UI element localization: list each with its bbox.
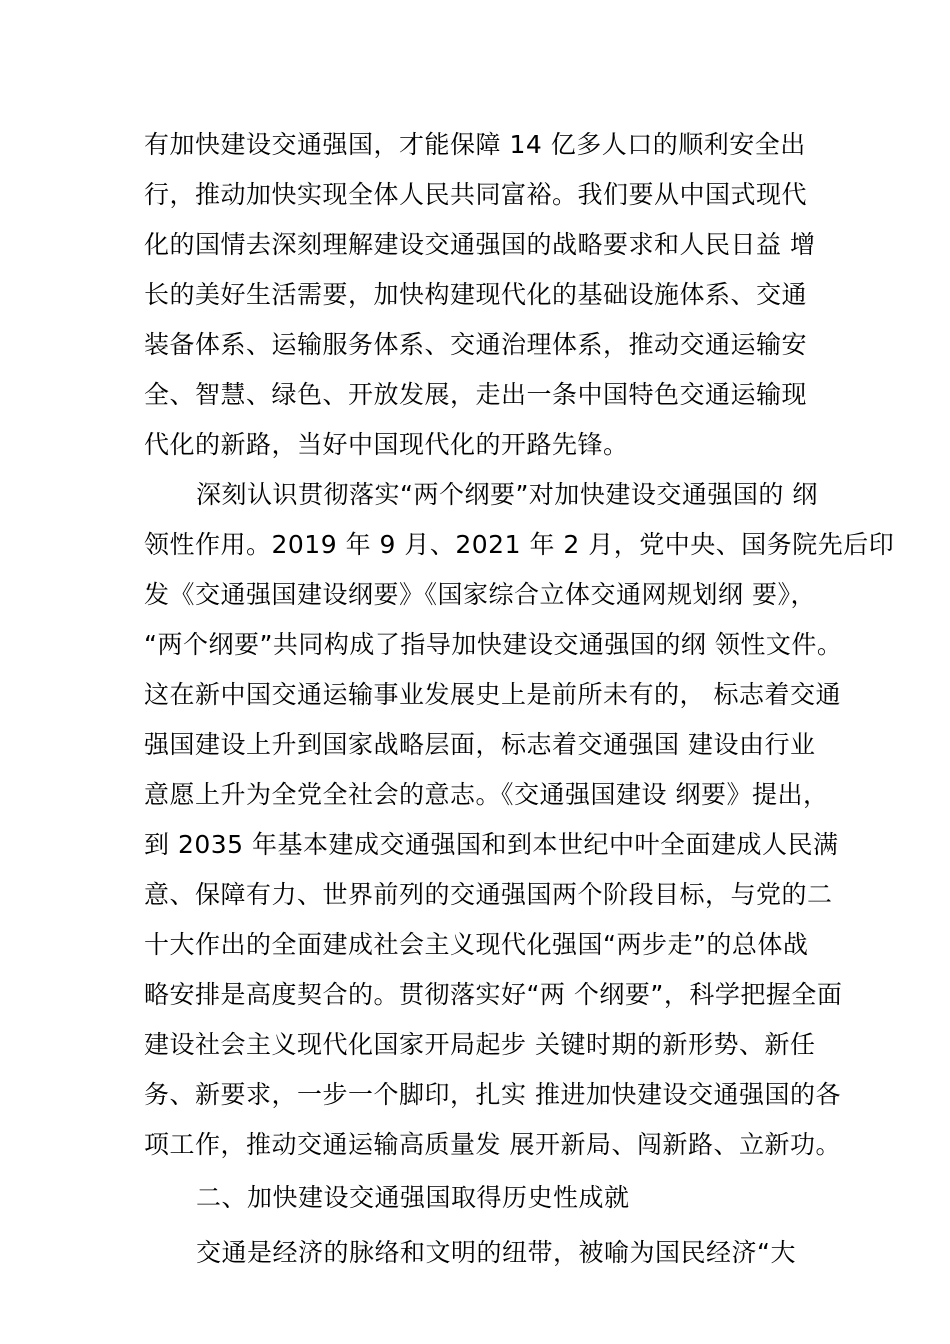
- text-line: 装备体系、运输服务体系、交通治理体系，推动交通运输安: [144, 330, 808, 359]
- text-line: 深刻认识贯彻落实“两个纲要”对加快建设交通强国的 纲: [196, 480, 818, 509]
- text-line: 代化的新路，当好中国现代化的开路先锋。: [144, 430, 629, 459]
- text-line: 务、新要求，一步一个脚印，扎实 推进加快建设交通强国的各: [144, 1080, 841, 1109]
- text-line: 领性作用。2019 年 9 月、2021 年 2 月，党中央、国务院先后印: [144, 530, 895, 559]
- text-line: 化的国情去深刻理解建设交通强国的战略要求和人民日益 增: [144, 230, 816, 259]
- text-line: 到 2035 年基本建成交通强国和到本世纪中叶全面建成人民满: [144, 830, 839, 859]
- text-line: 意、保障有力、世界前列的交通强国两个阶段目标，与党的二: [144, 880, 833, 909]
- text-line: 行，推动加快实现全体人民共同富裕。我们要从中国式现代: [144, 180, 808, 209]
- text-line: 全、智慧、绿色、开放发展，走出一条中国特色交通运输现: [144, 380, 808, 409]
- text-line: 发《交通强国建设纲要》《国家综合立体交通网规划纲 要》，: [144, 580, 816, 609]
- text-line: 强国建设上升到国家战略层面，标志着交通强国 建设由行业: [144, 730, 816, 759]
- text-line: 建设社会主义现代化国家开局起步 关键时期的新形势、新任: [144, 1030, 816, 1059]
- text-line: 项工作，推动交通运输高质量发 展开新局、闯新路、立新功。: [144, 1130, 841, 1159]
- text-line: 长的美好生活需要，加快构建现代化的基础设施体系、交通: [144, 280, 808, 309]
- text-line: 意愿上升为全党全社会的意志。《交通强国建设 纲要》提出，: [144, 780, 829, 809]
- text-line: 略安排是高度契合的。贯彻落实好“两 个纲要”，科学把握全面: [144, 980, 843, 1009]
- text-line: “两个纲要”共同构成了指导加快建设交通强国的纲 领性文件。: [144, 630, 843, 659]
- text-line: 这在新中国交通运输事业发展史上是前所未有的， 标志着交通: [144, 680, 841, 709]
- text-line: 十大作出的全面建成社会主义现代化强国“两步走”的总体战: [144, 930, 809, 959]
- text-line: 有加快建设交通强国，才能保障 14 亿多人口的顺利安全出: [144, 130, 806, 159]
- section-heading: 二、加快建设交通强国取得历史性成就: [196, 1183, 630, 1212]
- text-line: 交通是经济的脉络和文明的纽带，被喻为国民经济“大: [196, 1238, 796, 1267]
